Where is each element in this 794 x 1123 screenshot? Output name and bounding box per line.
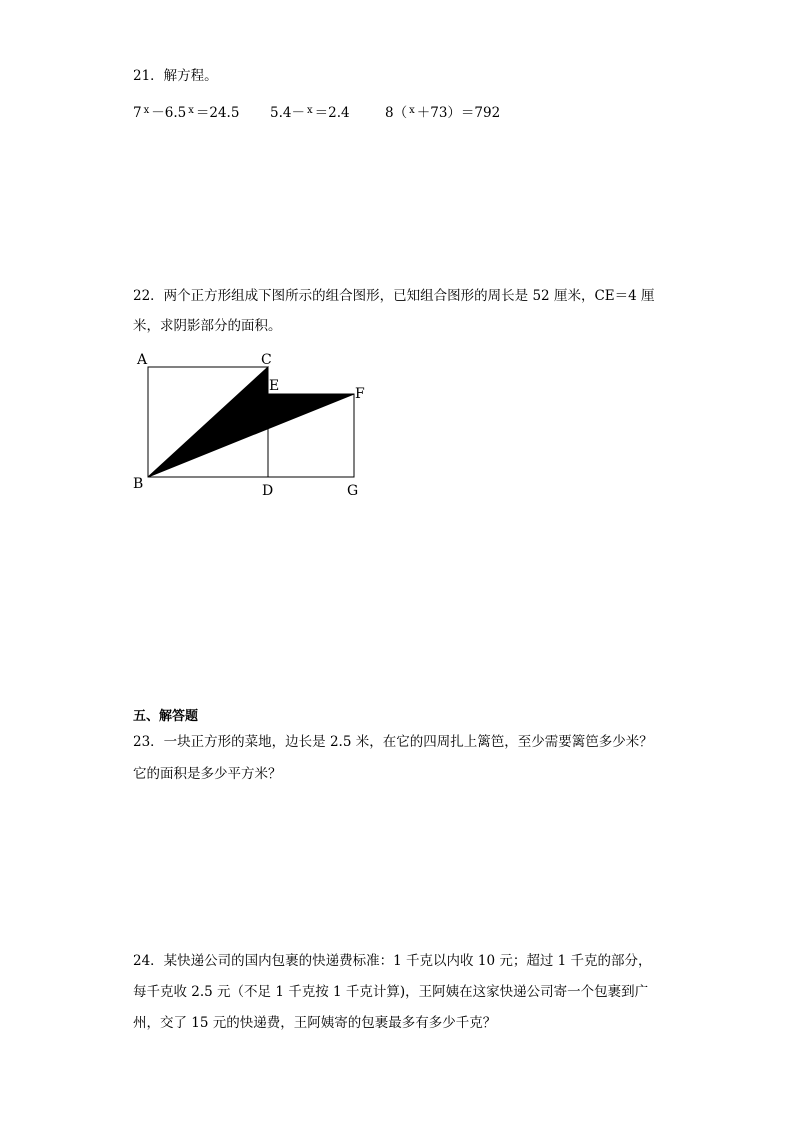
section-heading: 五、解答题	[133, 709, 199, 724]
q24-text-line-3: 州，交了 15 元的快递费，王阿姨寄的包裹最多有多少千克？	[133, 1015, 497, 1031]
q22-text-line-2: 米，求阴影部分的面积。	[133, 318, 282, 334]
label-D: D	[262, 483, 274, 499]
equation-1: 7 $^x$ －6.5 $^x$ ＝24.5	[133, 105, 240, 121]
label-G: G	[347, 483, 359, 499]
label-A: A	[137, 352, 148, 368]
equation-3: 8（ $^x$ ＋73）＝792	[385, 105, 501, 121]
q24-text-line-2: 每千克收 2.5 元（不足 1 千克按 1 千克计算)，王阿姨在这家快递公司寄一个包裹到广	[133, 984, 649, 1000]
q24-text-line-1: 24．某快递公司的国内包裹的快递费标准：1 千克以内收 10 元；超过 1 千克的部分，	[133, 953, 652, 969]
variable-x: x	[306, 105, 313, 116]
variable-x: x	[409, 105, 415, 116]
q23-text-line-1: 23．一块正方形的菜地，边长是 2.5 米，在它的四周扎上篱笆，至少需要篱笆多少米？	[133, 734, 653, 750]
label-C: C	[261, 352, 272, 368]
label-E: E	[269, 378, 280, 394]
variable-x: x	[188, 105, 194, 116]
q23-text-line-2: 它的面积是多少平方米？	[133, 766, 282, 782]
q21-title: 21．解方程。	[133, 68, 218, 84]
q22-text-line-1: 22．两个正方形组成下图所示的组合图形，已知组合图形的周长是 52 厘米，CE＝4 厘	[133, 288, 655, 304]
label-B: B	[133, 476, 144, 492]
equation-2: 5.4－ $^x$ ＝2.4	[270, 105, 350, 121]
label-F: F	[355, 386, 365, 402]
variable-x: x	[143, 105, 150, 116]
shaded-region	[148, 367, 354, 477]
